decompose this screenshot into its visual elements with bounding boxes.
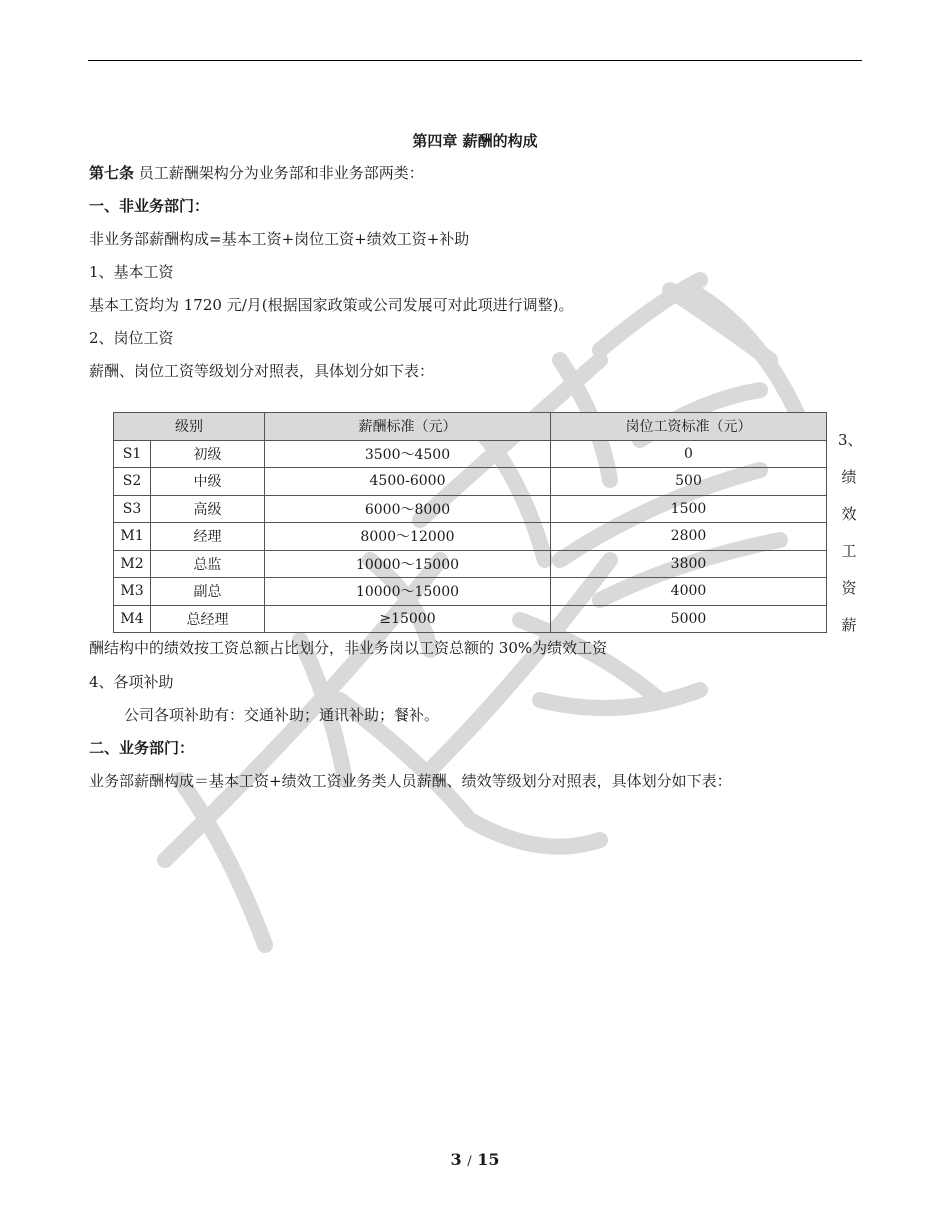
cell-level: 副总 <box>151 578 265 606</box>
cell-salary: 10000～15000 <box>265 550 551 578</box>
cell-code: M4 <box>114 605 151 633</box>
article-label: 第七条 <box>89 164 135 182</box>
cell-level: 初级 <box>151 440 265 468</box>
item2-title: 2、岗位工资 <box>89 329 174 347</box>
cell-post: 5000 <box>551 605 827 633</box>
cell-code: M2 <box>114 550 151 578</box>
cell-level: 经理 <box>151 523 265 551</box>
table-row <box>114 468 827 496</box>
page-total: 15 <box>477 1150 500 1169</box>
table-row <box>114 578 827 606</box>
section1-heading: 一、非业务部门： <box>89 197 210 215</box>
article-text: 员工薪酬架构分为业务部和非业务部两类： <box>134 164 424 182</box>
vertical-char: 资 <box>841 579 857 597</box>
header-salary: 薪酬标准（元） <box>265 413 551 441</box>
cell-level: 高级 <box>151 495 265 523</box>
chapter-title: 第四章 薪酬的构成 <box>412 132 538 150</box>
table-header-row <box>114 413 827 441</box>
header-post: 岗位工资标准（元） <box>551 413 827 441</box>
vertical-char: 薪 <box>841 616 857 634</box>
item3-vertical-text <box>838 422 863 644</box>
cell-post: 500 <box>551 468 827 496</box>
table-row <box>114 523 827 551</box>
cell-post: 4000 <box>551 578 827 606</box>
cell-level: 总经理 <box>151 605 265 633</box>
cell-level: 中级 <box>151 468 265 496</box>
header-level: 级别 <box>114 413 265 441</box>
table-row <box>114 550 827 578</box>
item2-text: 薪酬、岗位工资等级划分对照表，具体划分如下表： <box>89 362 435 380</box>
section2-text: 业务部薪酬构成＝基本工资+绩效工资业务类人员薪酬、绩效等级划分对照表，具体划分如下表： <box>89 772 732 790</box>
cell-salary: 8000～12000 <box>265 523 551 551</box>
item1-title: 1、基本工资 <box>89 263 174 281</box>
vertical-char: 3、 <box>838 431 863 449</box>
cell-salary: ≥15000 <box>265 605 551 633</box>
salary-table <box>113 412 827 633</box>
cell-post: 3800 <box>551 550 827 578</box>
table-row <box>114 605 827 633</box>
vertical-char: 效 <box>841 505 857 523</box>
page-separator: / <box>467 1154 472 1169</box>
section2-heading: 二、业务部门： <box>89 739 195 757</box>
item3-text: 酬结构中的绩效按工资总额占比划分，非业务岗以工资总额的 30%为绩效工资 <box>89 639 608 657</box>
item4-text: 公司各项补助有：交通补助；通讯补助；餐补。 <box>124 706 440 724</box>
cell-code: S3 <box>114 495 151 523</box>
page-current: 3 <box>450 1150 462 1169</box>
cell-salary: 6000～8000 <box>265 495 551 523</box>
cell-post: 0 <box>551 440 827 468</box>
table-row <box>114 495 827 523</box>
section1-formula: 非业务部薪酬构成=基本工资+岗位工资+绩效工资+补助 <box>89 230 470 248</box>
cell-salary: 10000～15000 <box>265 578 551 606</box>
header-rule <box>88 60 862 61</box>
article-line <box>89 163 424 183</box>
cell-code: S1 <box>114 440 151 468</box>
item4-title: 4、各项补助 <box>89 673 174 691</box>
cell-post: 2800 <box>551 523 827 551</box>
item1-text: 基本工资均为 1720 元/月(根据国家政策或公司发展可对此项进行调整)。 <box>89 296 574 314</box>
cell-code: M3 <box>114 578 151 606</box>
cell-code: M1 <box>114 523 151 551</box>
cell-post: 1500 <box>551 495 827 523</box>
cell-code: S2 <box>114 468 151 496</box>
cell-salary: 3500～4500 <box>265 440 551 468</box>
vertical-char: 工 <box>841 542 857 560</box>
vertical-char: 绩 <box>841 468 857 486</box>
page-number <box>0 1150 950 1169</box>
table-row <box>114 440 827 468</box>
cell-salary: 4500-6000 <box>265 468 551 496</box>
cell-level: 总监 <box>151 550 265 578</box>
